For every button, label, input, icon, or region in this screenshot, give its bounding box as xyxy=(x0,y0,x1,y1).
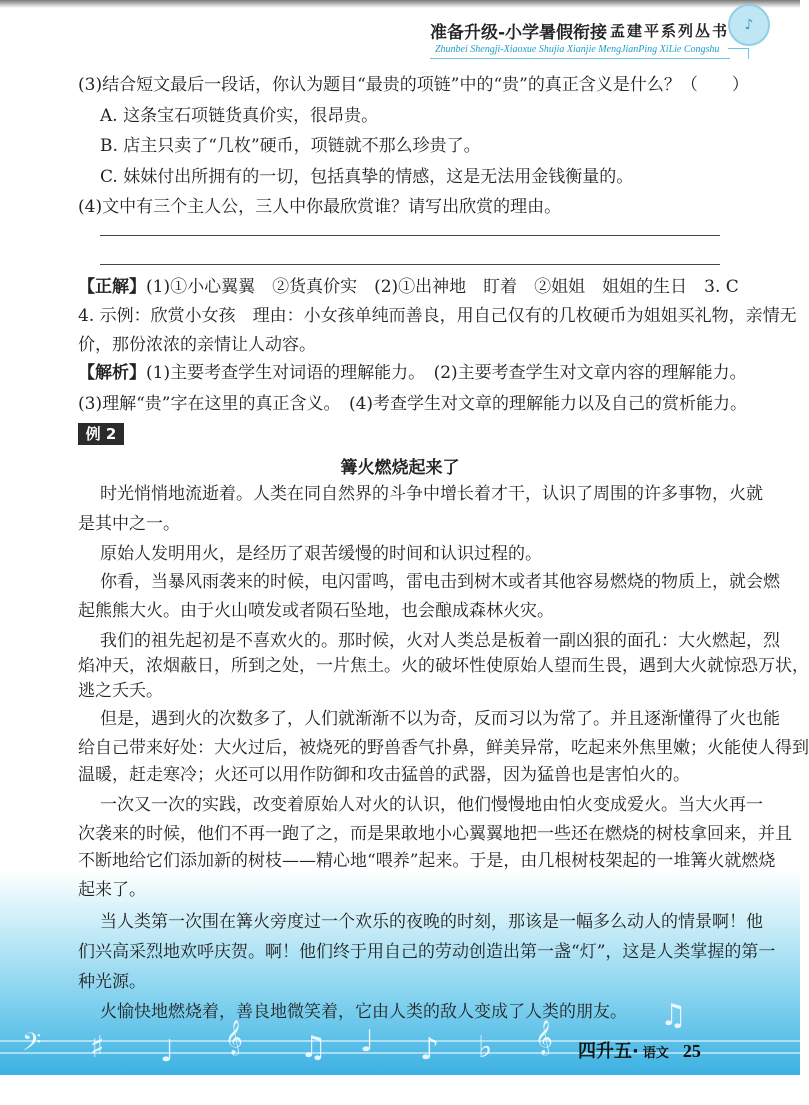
footer-grade: 四升五 xyxy=(578,1041,632,1062)
analysis-line-2: (3)理解“贵”字在这里的真正含义。 (4)考查学生对文章的理解能力以及自己的赏析能力。 xyxy=(78,394,748,414)
analysis-label: 【解析】 xyxy=(78,363,146,383)
answer-line xyxy=(100,264,720,265)
passage-line: 起来了。 xyxy=(78,880,146,900)
passage-title: 篝火燃烧起来了 xyxy=(340,458,460,478)
passage-line: 时光悄悄地流逝着。人类在同自然界的斗争中增长着才干，认识了周围的许多事物，火就 xyxy=(100,484,763,504)
header-rule xyxy=(430,58,730,59)
passage-line: 逃之夭夭。 xyxy=(78,681,163,701)
example-label: 例 2 xyxy=(78,423,124,445)
answer-line xyxy=(100,235,720,236)
answer-line-3: 价，那份浓浓的亲情让人动容。 xyxy=(78,335,316,355)
passage-line: 一次又一次的实践，改变着原始人对火的认识，他们慢慢地由怕火变成爱火。当大火再一 xyxy=(100,795,763,815)
footer-dot: · xyxy=(632,1041,639,1062)
passage-line: 但是，遇到火的次数多了，人们就渐渐不以为奇，反而习以为常了。并且逐渐懂得了火也能 xyxy=(100,709,780,729)
header-series: 孟建平系列丛书 xyxy=(610,22,730,40)
passage-line: 们兴高采烈地欢呼庆贺。啊！他们终于用自己的劳动创造出第一盏“灯”，这是人类掌握的第一 xyxy=(78,942,776,962)
passage-line: 次袭来的时候，他们不再一跑了之，而是果敢地小心翼翼地把一些还在燃烧的树枝拿回来，并且 xyxy=(78,824,792,844)
option-a: A. 这条宝石项链货真价实，很昂贵。 xyxy=(100,106,379,126)
passage-line: 不断地给它们添加新的树枝——精心地“喂养”起来。于是，由几根树枝架起的一堆篝火就燃烧 xyxy=(78,851,776,871)
header-bracket xyxy=(728,48,749,59)
analysis-line-1 xyxy=(78,362,747,384)
passage-line: 我们的祖先起初是不喜欢火的。那时候，火对人类总是板着一副凶狠的面孔：大火燃起，烈 xyxy=(100,631,780,651)
passage-line: 焰冲天，浓烟蔽日，所到之处，一片焦土。火的破坏性使原始人望而生畏，遇到大火就惊恐万状， xyxy=(78,656,809,676)
header-title: 准备升级-小学暑假衔接 xyxy=(430,23,608,43)
passage-line: 原始人发明用火，是经历了艰苦缓慢的时间和认识过程的。 xyxy=(100,544,542,564)
passage-line: 火愉快地燃烧着，善良地微笑着，它由人类的敌人变成了人类的朋友。 xyxy=(100,1002,627,1022)
answer-line-1 xyxy=(78,276,739,298)
passage-line: 你看，当暴风雨袭来的时候，电闪雷鸣，雷电击到树木或者其他容易燃烧的物质上，就会燃 xyxy=(100,572,780,592)
footer-subject: 语文 xyxy=(642,1046,669,1061)
music-notes-decoration: 𝄢 ♯ ♩ 𝄞 ♫ ♩ ♪ ♭ 𝄞 ♫ xyxy=(22,998,687,1069)
passage-line: 种光源。 xyxy=(78,972,146,992)
question-4: (4)文中有三个主人公，三人中你最欣赏谁？请写出欣赏的理由。 xyxy=(78,197,562,217)
passage-line: 给自己带来好处：大火过后，被烧死的野兽香气扑鼻，鲜美异常，吃起来外焦里嫩；火能使人得到 xyxy=(78,738,809,758)
passage-line: 起熊熊大火。由于火山喷发或者陨石坠地，也会酿成森林火灾。 xyxy=(78,601,554,621)
scan-top-edge xyxy=(0,0,800,8)
page-footer xyxy=(578,1037,701,1063)
publisher-logo-icon: ♪ xyxy=(728,4,770,46)
option-c: C. 妹妹付出所拥有的一切，包括真挚的情感，这是无法用金钱衡量的。 xyxy=(100,167,634,187)
passage-line: 当人类第一次围在篝火旁度过一个欢乐的夜晚的时刻，那该是一幅多么动人的情景啊！他 xyxy=(100,912,763,932)
question-3: (3)结合短文最后一段话，你认为题目“最贵的项链”中的“贵”的真正含义是什么？（ ） xyxy=(78,75,749,95)
answer-text: (1)①小心翼翼 ②货真价实 (2)①出神地 盯着 ②姐姐 姐姐的生日 3. C xyxy=(146,277,739,297)
passage-line: 温暖，赶走寒冷；火还可以用作防御和攻击猛兽的武器，因为猛兽也是害怕火的。 xyxy=(78,765,690,785)
page-number: 25 xyxy=(682,1041,701,1061)
option-b: B. 店主只卖了“几枚”硬币，项链就不那么珍贵了。 xyxy=(100,136,481,156)
analysis-text: (1)主要考查学生对词语的理解能力。 (2)主要考查学生对文章内容的理解能力。 xyxy=(146,363,747,383)
passage-line: 是其中之一。 xyxy=(78,514,180,534)
answer-label: 【正解】 xyxy=(78,277,146,297)
answer-line-2: 4. 示例：欣赏小女孩 理由：小女孩单纯而善良，用自己仅有的几枚硬币为姐姐买礼物，亲情无 xyxy=(78,306,797,326)
header-pinyin: Zhunbei Shengji-Xiaoxue Shujia Xianjie MengJianPing XiLie Congshu xyxy=(435,44,720,55)
